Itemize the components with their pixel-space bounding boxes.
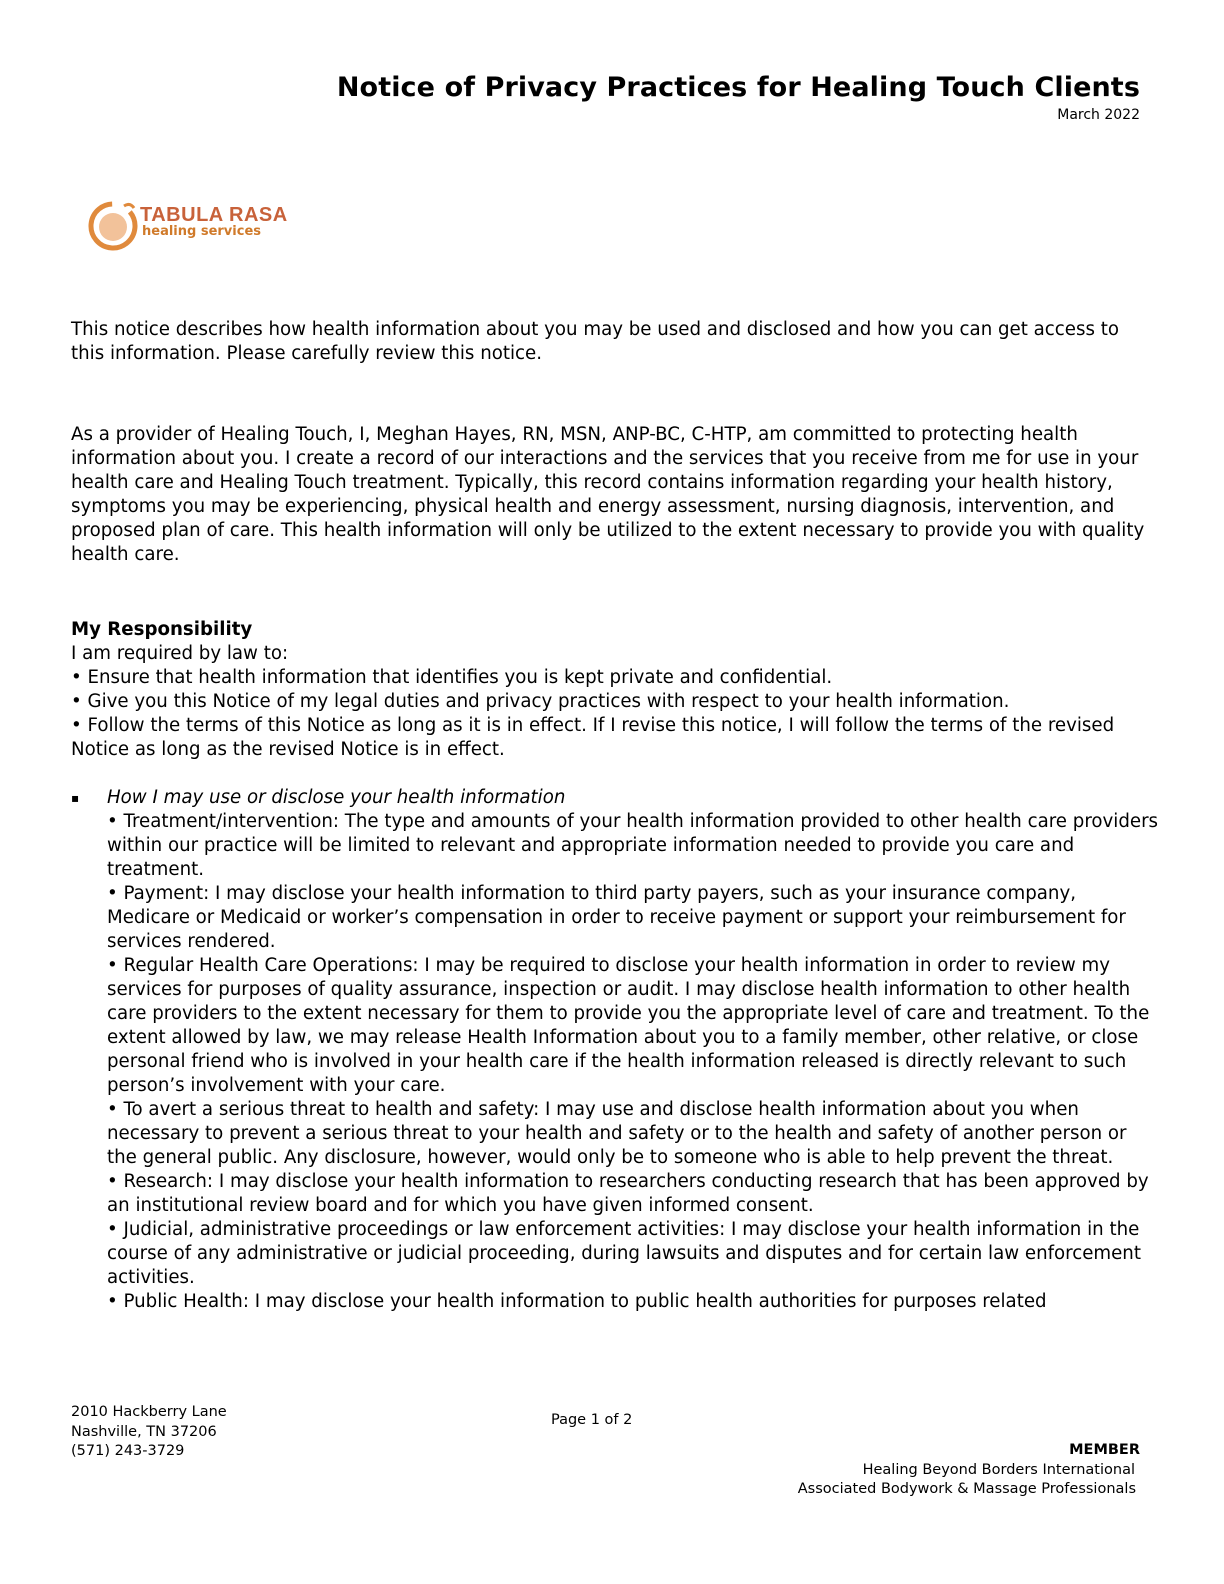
address-line: Nashville, TN 37206 (71, 1423, 217, 1440)
list-item: • Ensure that health information that identifies you is kept private and confidential. (71, 667, 833, 688)
document-date: March 2022 (1057, 107, 1140, 123)
provider-paragraph: As a provider of Healing Touch, I, Meghan Hayes, RN, MSN, ANP-BC, C-HTP, am committed to protecting health information about you. I create a record of our interactions and the services that you receive from me for use in your health care and Healing Touch treatment. Typically, this record contains information regarding your health history, symptoms you may be experiencing, physical health and energy assessment, nursing diagnosis, intervention, and proposed plan of care. This health information will only be utilized to the extent necessary to provide you with quality health care. (71, 424, 1145, 565)
member-label: MEMBER (1069, 1442, 1140, 1458)
list-item: • Payment: I may disclose your health information to third party payers, such as your insurance company, Medicare or Medicaid or worker’s compensation in order to receive payment or support your reimbursement for services rendered. (107, 883, 1126, 952)
section-heading: How I may use or disclose your health information (107, 787, 566, 808)
square-bullet-icon: ▪ (71, 791, 80, 805)
responsibility-section (71, 618, 1151, 762)
membership-item: Healing Beyond Borders International (862, 1461, 1135, 1478)
list-item: • Public Health: I may disclose your health information to public health authorities for purposes related (107, 1291, 1047, 1312)
uses-section (71, 786, 1161, 1314)
document-title: Notice of Privacy Practices for Healing Touch Clients (336, 72, 1140, 103)
responsibility-lead: I am required by law to: (71, 643, 289, 664)
list-item: • Regular Health Care Operations: I may be required to disclose your health information in order to review my services for purposes of quality assurance, inspection or audit. I may disclose health information to other health care providers to the extent necessary for them to provide you the appropriate level of care and treatment. To the extent allowed by law, we may release Health Information about you to a family member, other relative, or close personal friend who is involved in your health care if the health information released is directly relevant to such person’s involvement with your care. (107, 955, 1150, 1096)
logo (86, 196, 306, 256)
address-line: 2010 Hackberry Lane (71, 1404, 227, 1420)
list-item: • Treatment/intervention: The type and amounts of your health information provided to other health care providers within our practice will be limited to relevant and appropriate information needed to provide you care and treatment. (107, 811, 1159, 880)
intro-paragraph: This notice describes how health information about you may be used and disclosed and how you can get access to this information. Please carefully review this notice. (71, 319, 1119, 364)
phone-number: (571) 243-3729 (71, 1443, 185, 1459)
footer-address (71, 1403, 227, 1462)
list-item: • Follow the terms of this Notice as long as it is in effect. If I revise this notice, I will follow the terms of the revised Notice as long as the revised Notice is in effect. (71, 715, 1115, 760)
list-item: • To avert a serious threat to health and safety: I may use and disclose health information about you when necessary to prevent a serious threat to your health and safety or to the health and safety of another person or the general public. Any disclosure, however, would only be to someone who is able to help prevent the threat. (107, 1099, 1127, 1168)
logo-tagline: healing services (142, 224, 261, 239)
list-item: • Research: I may disclose your health information to researchers conducting research that has been approved by an institutional review board and for which you have given informed consent. (107, 1171, 1149, 1216)
membership-item: Associated Bodywork & Massage Professionals (797, 1481, 1136, 1497)
list-item: • Give you this Notice of my legal duties and privacy practices with respect to your health information. (71, 691, 1010, 712)
footer-memberships (798, 1441, 1140, 1500)
list-item: • Judicial, administrative proceedings or law enforcement activities: I may disclose your health information in the course of any administrative or judicial proceeding, during lawsuits and disputes and for certain law enforcement activities. (107, 1219, 1141, 1288)
page-number: Page 1 of 2 (551, 1412, 633, 1428)
section-heading: My Responsibility (71, 619, 253, 640)
logo-name: TABULA RASA (140, 204, 288, 226)
logo-ring-icon (86, 196, 146, 256)
